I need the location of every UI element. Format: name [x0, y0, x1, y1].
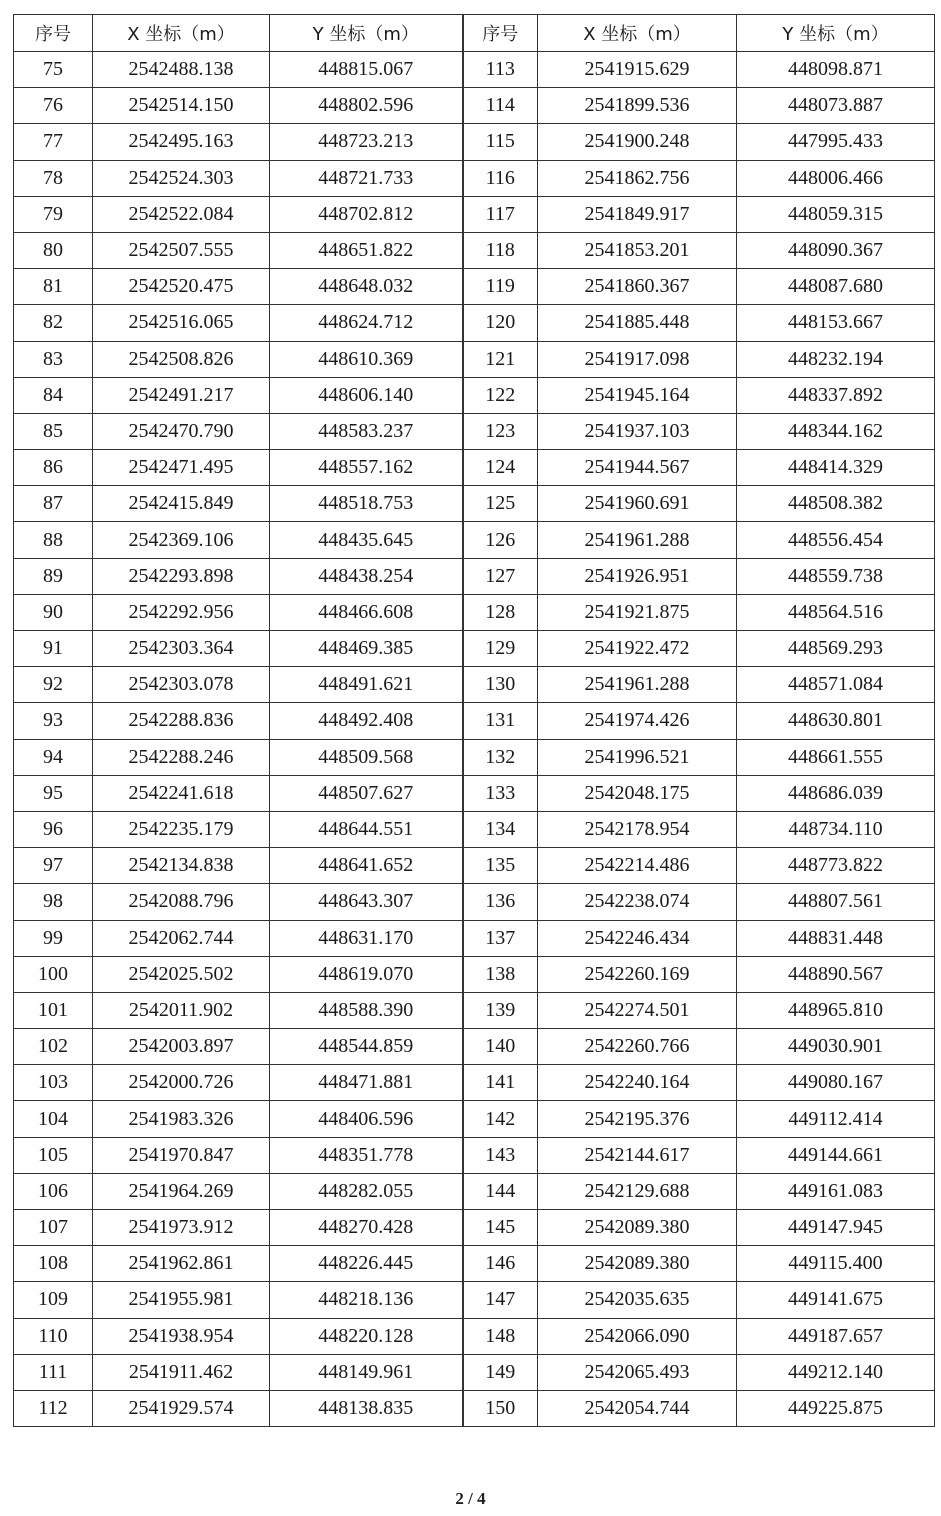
cell-x-left: 2541938.954 [93, 1318, 270, 1354]
cell-x-left: 2542292.956 [93, 594, 270, 630]
cell-index-right: 149 [463, 1354, 538, 1390]
cell-index-left: 108 [14, 1246, 93, 1282]
cell-index-left: 98 [14, 884, 93, 920]
cell-y-left: 448471.881 [270, 1065, 463, 1101]
cell-index-right: 118 [463, 232, 538, 268]
cell-index-right: 141 [463, 1065, 538, 1101]
cell-index-right: 136 [463, 884, 538, 920]
cell-x-left: 2541911.462 [93, 1354, 270, 1390]
cell-y-right: 448571.084 [737, 667, 935, 703]
cell-index-right: 127 [463, 558, 538, 594]
cell-x-left: 2542235.179 [93, 811, 270, 847]
cell-index-left: 95 [14, 775, 93, 811]
cell-x-right: 2541917.098 [538, 341, 737, 377]
cell-index-right: 134 [463, 811, 538, 847]
table-row [14, 124, 935, 160]
cell-index-right: 143 [463, 1137, 538, 1173]
table-row [14, 992, 935, 1028]
cell-index-right: 138 [463, 956, 538, 992]
cell-y-right: 448734.110 [737, 811, 935, 847]
cell-y-left: 448438.254 [270, 558, 463, 594]
cell-index-right: 135 [463, 848, 538, 884]
cell-index-left: 97 [14, 848, 93, 884]
cell-index-left: 90 [14, 594, 93, 630]
cell-x-left: 2542025.502 [93, 956, 270, 992]
cell-index-right: 145 [463, 1210, 538, 1246]
cell-y-left: 448351.778 [270, 1137, 463, 1173]
cell-index-right: 126 [463, 522, 538, 558]
cell-x-left: 2542288.246 [93, 739, 270, 775]
cell-y-left: 448588.390 [270, 992, 463, 1028]
cell-x-right: 2542054.744 [538, 1390, 737, 1426]
table-row [14, 811, 935, 847]
cell-y-left: 448557.162 [270, 450, 463, 486]
table-row [14, 558, 935, 594]
cell-y-left: 448631.170 [270, 920, 463, 956]
cell-index-left: 80 [14, 232, 93, 268]
cell-x-left: 2542471.495 [93, 450, 270, 486]
cell-y-right: 448661.555 [737, 739, 935, 775]
cell-y-left: 448466.608 [270, 594, 463, 630]
cell-index-right: 121 [463, 341, 538, 377]
cell-x-left: 2542369.106 [93, 522, 270, 558]
cell-x-right: 2541996.521 [538, 739, 737, 775]
table-row [14, 1390, 935, 1426]
table-row [14, 52, 935, 88]
cell-y-left: 448619.070 [270, 956, 463, 992]
cell-index-left: 102 [14, 1029, 93, 1065]
cell-x-right: 2541853.201 [538, 232, 737, 268]
cell-y-right: 448686.039 [737, 775, 935, 811]
cell-y-right: 448153.667 [737, 305, 935, 341]
cell-index-left: 96 [14, 811, 93, 847]
cell-x-left: 2541970.847 [93, 1137, 270, 1173]
table-row [14, 232, 935, 268]
cell-x-right: 2542178.954 [538, 811, 737, 847]
cell-index-left: 107 [14, 1210, 93, 1246]
cell-x-right: 2541945.164 [538, 377, 737, 413]
cell-x-left: 2542062.744 [93, 920, 270, 956]
table-row [14, 1246, 935, 1282]
cell-y-right: 449115.400 [737, 1246, 935, 1282]
cell-y-right: 449225.875 [737, 1390, 935, 1426]
table-row [14, 377, 935, 413]
cell-index-left: 77 [14, 124, 93, 160]
cell-index-right: 130 [463, 667, 538, 703]
cell-x-left: 2542508.826 [93, 341, 270, 377]
cell-index-left: 109 [14, 1282, 93, 1318]
cell-index-left: 110 [14, 1318, 93, 1354]
table-row [14, 196, 935, 232]
table-row [14, 631, 935, 667]
table-row [14, 1065, 935, 1101]
cell-x-right: 2541926.951 [538, 558, 737, 594]
table-row [14, 450, 935, 486]
table-body [14, 52, 935, 1427]
cell-x-left: 2542303.364 [93, 631, 270, 667]
cell-y-left: 448435.645 [270, 522, 463, 558]
cell-x-right: 2542246.434 [538, 920, 737, 956]
table-row [14, 920, 935, 956]
cell-index-left: 84 [14, 377, 93, 413]
cell-index-left: 85 [14, 413, 93, 449]
cell-x-left: 2542415.849 [93, 486, 270, 522]
cell-y-right: 448059.315 [737, 196, 935, 232]
cell-y-left: 448406.596 [270, 1101, 463, 1137]
cell-y-left: 448643.307 [270, 884, 463, 920]
cell-y-right: 449030.901 [737, 1029, 935, 1065]
cell-y-left: 448606.140 [270, 377, 463, 413]
table-row [14, 1354, 935, 1390]
table-row [14, 739, 935, 775]
cell-x-left: 2541983.326 [93, 1101, 270, 1137]
cell-index-left: 89 [14, 558, 93, 594]
header-y-right: Y 坐标（m） [737, 15, 935, 52]
cell-index-left: 111 [14, 1354, 93, 1390]
cell-x-left: 2542491.217 [93, 377, 270, 413]
cell-x-left: 2542524.303 [93, 160, 270, 196]
cell-y-right: 448556.454 [737, 522, 935, 558]
cell-index-right: 125 [463, 486, 538, 522]
cell-index-right: 123 [463, 413, 538, 449]
cell-y-right: 448773.822 [737, 848, 935, 884]
cell-x-left: 2542003.897 [93, 1029, 270, 1065]
header-x-left: X 坐标（m） [93, 15, 270, 52]
cell-x-right: 2541922.472 [538, 631, 737, 667]
cell-x-left: 2542000.726 [93, 1065, 270, 1101]
cell-x-right: 2541961.288 [538, 667, 737, 703]
cell-x-right: 2541960.691 [538, 486, 737, 522]
cell-y-left: 448624.712 [270, 305, 463, 341]
table-row [14, 1101, 935, 1137]
table-row [14, 269, 935, 305]
cell-index-left: 81 [14, 269, 93, 305]
cell-index-left: 87 [14, 486, 93, 522]
cell-x-right: 2542195.376 [538, 1101, 737, 1137]
cell-x-right: 2541849.917 [538, 196, 737, 232]
cell-y-left: 448226.445 [270, 1246, 463, 1282]
cell-x-left: 2542522.084 [93, 196, 270, 232]
table-row [14, 956, 935, 992]
cell-y-right: 448559.738 [737, 558, 935, 594]
cell-x-left: 2541955.981 [93, 1282, 270, 1318]
cell-x-right: 2541921.875 [538, 594, 737, 630]
cell-y-right: 448807.561 [737, 884, 935, 920]
cell-x-right: 2542240.164 [538, 1065, 737, 1101]
cell-y-left: 448492.408 [270, 703, 463, 739]
cell-index-right: 146 [463, 1246, 538, 1282]
cell-y-left: 448610.369 [270, 341, 463, 377]
cell-y-left: 448138.835 [270, 1390, 463, 1426]
cell-x-left: 2542488.138 [93, 52, 270, 88]
page-number: 2 / 4 [455, 1489, 486, 1508]
cell-x-left: 2542288.836 [93, 703, 270, 739]
cell-y-right: 448073.887 [737, 88, 935, 124]
cell-x-right: 2542035.635 [538, 1282, 737, 1318]
cell-x-right: 2541915.629 [538, 52, 737, 88]
cell-x-left: 2542514.150 [93, 88, 270, 124]
cell-y-right: 449144.661 [737, 1137, 935, 1173]
cell-y-left: 448644.551 [270, 811, 463, 847]
cell-index-left: 86 [14, 450, 93, 486]
cell-x-right: 2541899.536 [538, 88, 737, 124]
cell-y-left: 448509.568 [270, 739, 463, 775]
cell-index-right: 140 [463, 1029, 538, 1065]
cell-index-left: 78 [14, 160, 93, 196]
table-row [14, 522, 935, 558]
cell-y-left: 448815.067 [270, 52, 463, 88]
cell-x-right: 2542065.493 [538, 1354, 737, 1390]
cell-x-right: 2542066.090 [538, 1318, 737, 1354]
cell-x-left: 2542507.555 [93, 232, 270, 268]
cell-y-left: 448270.428 [270, 1210, 463, 1246]
cell-index-right: 144 [463, 1173, 538, 1209]
table-row [14, 160, 935, 196]
cell-index-right: 128 [463, 594, 538, 630]
cell-x-left: 2542241.618 [93, 775, 270, 811]
table-row [14, 1173, 935, 1209]
cell-y-right: 448569.293 [737, 631, 935, 667]
cell-index-left: 92 [14, 667, 93, 703]
cell-index-left: 106 [14, 1173, 93, 1209]
cell-x-right: 2542260.766 [538, 1029, 737, 1065]
cell-y-right: 448087.680 [737, 269, 935, 305]
cell-index-left: 100 [14, 956, 93, 992]
cell-y-left: 448518.753 [270, 486, 463, 522]
cell-x-left: 2542495.163 [93, 124, 270, 160]
cell-y-right: 448508.382 [737, 486, 935, 522]
cell-index-right: 113 [463, 52, 538, 88]
coordinate-table [13, 14, 935, 1427]
cell-y-left: 448149.961 [270, 1354, 463, 1390]
cell-index-left: 112 [14, 1390, 93, 1426]
cell-y-right: 448831.448 [737, 920, 935, 956]
cell-x-right: 2541885.448 [538, 305, 737, 341]
cell-x-right: 2542048.175 [538, 775, 737, 811]
cell-x-right: 2542089.380 [538, 1246, 737, 1282]
cell-y-right: 448414.329 [737, 450, 935, 486]
table-row [14, 1137, 935, 1173]
cell-y-left: 448721.733 [270, 160, 463, 196]
cell-y-left: 448641.652 [270, 848, 463, 884]
cell-x-left: 2542520.475 [93, 269, 270, 305]
cell-x-right: 2541860.367 [538, 269, 737, 305]
table-row [14, 88, 935, 124]
cell-y-right: 448630.801 [737, 703, 935, 739]
cell-y-left: 448469.385 [270, 631, 463, 667]
cell-y-right: 448098.871 [737, 52, 935, 88]
cell-index-right: 114 [463, 88, 538, 124]
cell-y-right: 448890.567 [737, 956, 935, 992]
cell-x-right: 2542274.501 [538, 992, 737, 1028]
table-header-row [14, 15, 935, 52]
cell-index-left: 91 [14, 631, 93, 667]
cell-x-right: 2542260.169 [538, 956, 737, 992]
cell-index-right: 131 [463, 703, 538, 739]
cell-y-right: 449187.657 [737, 1318, 935, 1354]
cell-index-right: 120 [463, 305, 538, 341]
cell-index-left: 93 [14, 703, 93, 739]
header-y-left: Y 坐标（m） [270, 15, 463, 52]
cell-y-right: 449141.675 [737, 1282, 935, 1318]
cell-index-left: 99 [14, 920, 93, 956]
cell-x-right: 2542238.074 [538, 884, 737, 920]
cell-index-right: 148 [463, 1318, 538, 1354]
cell-y-right: 448337.892 [737, 377, 935, 413]
table-row [14, 1210, 935, 1246]
cell-index-right: 142 [463, 1101, 538, 1137]
table-row [14, 775, 935, 811]
cell-y-right: 449112.414 [737, 1101, 935, 1137]
table-row [14, 486, 935, 522]
cell-x-left: 2541964.269 [93, 1173, 270, 1209]
cell-x-left: 2542134.838 [93, 848, 270, 884]
cell-index-left: 79 [14, 196, 93, 232]
cell-index-right: 116 [463, 160, 538, 196]
cell-index-left: 104 [14, 1101, 93, 1137]
cell-x-right: 2541974.426 [538, 703, 737, 739]
cell-x-left: 2542088.796 [93, 884, 270, 920]
cell-index-right: 119 [463, 269, 538, 305]
cell-y-right: 448006.466 [737, 160, 935, 196]
cell-x-right: 2542129.688 [538, 1173, 737, 1209]
cell-x-left: 2542516.065 [93, 305, 270, 341]
cell-y-left: 448702.812 [270, 196, 463, 232]
cell-x-right: 2541862.756 [538, 160, 737, 196]
table-row [14, 1029, 935, 1065]
cell-y-right: 448344.162 [737, 413, 935, 449]
cell-y-left: 448648.032 [270, 269, 463, 305]
cell-index-right: 147 [463, 1282, 538, 1318]
header-index-right: 序号 [463, 15, 538, 52]
table-row [14, 848, 935, 884]
cell-index-left: 76 [14, 88, 93, 124]
cell-y-left: 448583.237 [270, 413, 463, 449]
cell-index-left: 101 [14, 992, 93, 1028]
cell-index-right: 122 [463, 377, 538, 413]
cell-y-left: 448218.136 [270, 1282, 463, 1318]
table-row [14, 1318, 935, 1354]
cell-x-left: 2542011.902 [93, 992, 270, 1028]
header-x-right: X 坐标（m） [538, 15, 737, 52]
cell-y-left: 448651.822 [270, 232, 463, 268]
cell-x-left: 2541962.861 [93, 1246, 270, 1282]
cell-x-right: 2542144.617 [538, 1137, 737, 1173]
cell-x-left: 2542293.898 [93, 558, 270, 594]
cell-y-left: 448507.627 [270, 775, 463, 811]
table-row [14, 305, 935, 341]
cell-y-right: 448232.194 [737, 341, 935, 377]
cell-x-left: 2542303.078 [93, 667, 270, 703]
cell-y-right: 448564.516 [737, 594, 935, 630]
cell-y-right: 449212.140 [737, 1354, 935, 1390]
table-row [14, 703, 935, 739]
header-index-left: 序号 [14, 15, 93, 52]
cell-x-left: 2541973.912 [93, 1210, 270, 1246]
cell-index-right: 124 [463, 450, 538, 486]
cell-x-right: 2542214.486 [538, 848, 737, 884]
cell-y-right: 449147.945 [737, 1210, 935, 1246]
cell-y-right: 449161.083 [737, 1173, 935, 1209]
cell-index-left: 103 [14, 1065, 93, 1101]
cell-y-right: 448965.810 [737, 992, 935, 1028]
cell-index-left: 83 [14, 341, 93, 377]
cell-index-left: 88 [14, 522, 93, 558]
cell-x-left: 2542470.790 [93, 413, 270, 449]
cell-index-right: 139 [463, 992, 538, 1028]
table-row [14, 667, 935, 703]
table-row [14, 594, 935, 630]
cell-index-right: 132 [463, 739, 538, 775]
cell-y-left: 448802.596 [270, 88, 463, 124]
table-row [14, 884, 935, 920]
cell-y-left: 448544.859 [270, 1029, 463, 1065]
cell-y-left: 448723.213 [270, 124, 463, 160]
cell-index-right: 137 [463, 920, 538, 956]
cell-x-right: 2541944.567 [538, 450, 737, 486]
cell-index-right: 150 [463, 1390, 538, 1426]
cell-x-right: 2541937.103 [538, 413, 737, 449]
cell-index-left: 75 [14, 52, 93, 88]
cell-y-right: 449080.167 [737, 1065, 935, 1101]
table-row [14, 341, 935, 377]
table-row [14, 1282, 935, 1318]
cell-x-right: 2541900.248 [538, 124, 737, 160]
cell-y-right: 447995.433 [737, 124, 935, 160]
cell-x-right: 2541961.288 [538, 522, 737, 558]
cell-y-left: 448282.055 [270, 1173, 463, 1209]
cell-index-right: 133 [463, 775, 538, 811]
cell-index-right: 117 [463, 196, 538, 232]
cell-x-right: 2542089.380 [538, 1210, 737, 1246]
cell-y-left: 448491.621 [270, 667, 463, 703]
table-row [14, 413, 935, 449]
cell-index-left: 82 [14, 305, 93, 341]
cell-y-right: 448090.367 [737, 232, 935, 268]
cell-y-left: 448220.128 [270, 1318, 463, 1354]
cell-index-left: 105 [14, 1137, 93, 1173]
cell-index-left: 94 [14, 739, 93, 775]
cell-x-left: 2541929.574 [93, 1390, 270, 1426]
cell-index-right: 115 [463, 124, 538, 160]
cell-index-right: 129 [463, 631, 538, 667]
